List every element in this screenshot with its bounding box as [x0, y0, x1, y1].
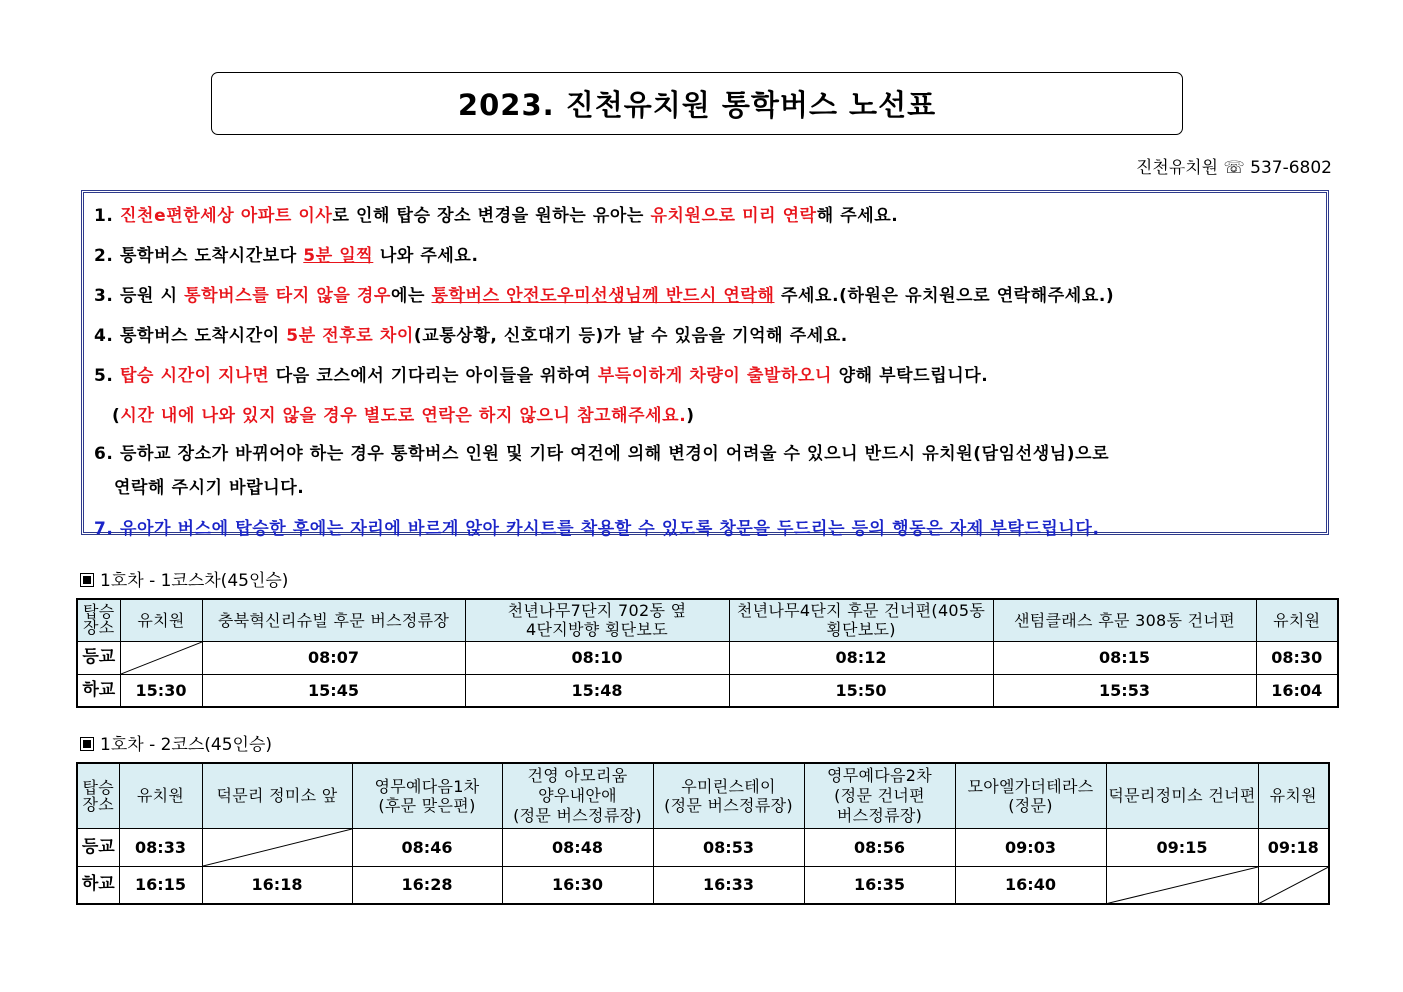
course2-header-cell: 모아엘가더테라스 (정문) — [955, 763, 1106, 828]
notice-5-sub — [94, 396, 1316, 436]
course2-table — [76, 762, 1330, 905]
empty-diagonal-cell — [1106, 866, 1258, 904]
course1-header-cell: 유치원 — [120, 599, 202, 641]
course1-header-cell: 샌텀클래스 후문 308동 건너편 — [993, 599, 1256, 641]
course1-header-cell: 충북혁신리슈빌 후문 버스정류장 — [202, 599, 465, 641]
time-cell: 08:33 — [119, 828, 202, 866]
notice-7-num: 7. — [94, 519, 114, 539]
time-cell: 09:03 — [955, 828, 1106, 866]
time-cell: 08:10 — [465, 641, 729, 674]
notice-5-text-d: 양해 부탁드립니다. — [832, 366, 989, 386]
notice-5-sub-open: ( — [112, 406, 121, 426]
time-cell: 08:30 — [1256, 641, 1338, 674]
notice-1-text-b: 로 인해 탑승 장소 변경을 원하는 유아는 — [332, 206, 651, 226]
notice-1-highlight-a: 진천e편한세상 아파트 이사 — [120, 206, 333, 226]
row-label: 등교 — [77, 828, 119, 866]
course2-header-cell: 덕문리정미소 건너편 — [1106, 763, 1258, 828]
notice-3-highlight-d: 통학버스 안전도우미선생님께 반드시 연락해 — [431, 286, 775, 306]
empty-diagonal-cell — [1258, 866, 1329, 904]
filled-square-icon — [80, 737, 94, 751]
notice-3-num: 3. — [94, 286, 114, 306]
time-cell: 08:56 — [804, 828, 955, 866]
notice-4-text-a: 통학버스 도착시간이 — [120, 326, 287, 346]
notice-4 — [94, 316, 1316, 356]
notice-3 — [94, 276, 1316, 316]
course2-header-cell: 영무예다음2차 (정문 건너편 버스정류장) — [804, 763, 955, 828]
course1-header-row — [77, 599, 1338, 641]
time-cell: 15:30 — [120, 674, 202, 707]
course2-header-cell: 유치원 — [1258, 763, 1329, 828]
notice-1-highlight-c: 유치원으로 미리 연락 — [650, 206, 817, 226]
page-title: 2023. 진천유치원 통학버스 노선표 — [457, 88, 937, 122]
course1-header-cell: 천년나무7단지 702동 옆 4단지방향 횡단보도 — [465, 599, 729, 641]
time-cell: 08:07 — [202, 641, 465, 674]
notice-2-text-a: 통학버스 도착시간보다 — [120, 246, 304, 266]
notice-6-text-a: 등하교 장소가 바뀌어야 하는 경우 통학버스 인원 및 기타 여건에 의해 변경이 어려울 수 있으니 반드시 유치원(담임선생님)으로 — [120, 444, 1110, 464]
course2-header-cell: 우미린스테이 (정문 버스정류장) — [653, 763, 804, 828]
table-row — [77, 674, 1338, 707]
time-cell: 15:48 — [465, 674, 729, 707]
notice-5 — [94, 356, 1316, 396]
notice-2-highlight-b: 5분 일찍 — [303, 246, 374, 266]
time-cell: 16:15 — [119, 866, 202, 904]
table-row — [77, 866, 1329, 904]
row-label: 등교 — [77, 641, 120, 674]
course1-label-text: 1호차 - 1코스차(45인승) — [100, 571, 289, 591]
filled-square-icon — [80, 573, 94, 587]
notice-5-text-b: 다음 코스에서 기다리는 아이들을 위하여 — [269, 366, 598, 386]
course2-header-cell: 유치원 — [119, 763, 202, 828]
course2-header-cell: 영무예다음1차 (후문 맞은편) — [352, 763, 502, 828]
notice-3-text-e: 주세요.(하원은 유치원으로 연락해주세요.) — [774, 286, 1115, 306]
row-label: 하교 — [77, 674, 120, 707]
time-cell: 15:50 — [729, 674, 993, 707]
notice-1-num: 1. — [94, 206, 114, 226]
notice-3-highlight-b: 통학버스를 타지 않을 경우 — [184, 286, 391, 306]
diagonal-line — [1259, 867, 1329, 904]
row-label: 하교 — [77, 866, 119, 904]
notice-4-highlight-b: 5분 전후로 차이 — [286, 326, 414, 346]
notice-2-num: 2. — [94, 246, 114, 266]
course2-header-row — [77, 763, 1329, 828]
table-row — [77, 828, 1329, 866]
time-cell: 08:48 — [502, 828, 653, 866]
notice-2-text-c: 나와 주세요. — [373, 246, 479, 266]
time-cell: 16:33 — [653, 866, 804, 904]
course2-header-cell: 덕문리 정미소 앞 — [202, 763, 352, 828]
table-row — [77, 641, 1338, 674]
time-cell: 15:45 — [202, 674, 465, 707]
notice-3-text-a: 등원 시 — [120, 286, 185, 306]
course2-label — [80, 730, 272, 755]
time-cell: 08:15 — [993, 641, 1256, 674]
course1-label — [80, 566, 288, 591]
notice-6 — [94, 436, 1316, 473]
time-cell: 09:15 — [1106, 828, 1258, 866]
empty-diagonal-cell — [202, 828, 352, 866]
diagonal-line — [203, 829, 352, 866]
notice-6-cont: 연락해 주시기 바랍니다. — [114, 478, 305, 498]
course1-header-cell: 탑승 장소 — [77, 599, 120, 641]
notice-7-text-a: 유아가 버스에 탑승한 후에는 자리에 바르게 앉아 카시트를 착용할 수 있도록 창문을 두드리는 등의 행동은 자제 부탁드립니다. — [120, 519, 1100, 539]
contact-info: 진천유치원 ☏ 537-6802 — [1135, 158, 1332, 178]
diagonal-line — [121, 642, 202, 674]
course2-header-cell: 탑승 장소 — [77, 763, 119, 828]
notice-6-num: 6. — [94, 444, 114, 464]
time-cell: 08:12 — [729, 641, 993, 674]
notice-5-highlight-c: 부득이하게 차량이 출발하오니 — [597, 366, 833, 386]
time-cell: 16:30 — [502, 866, 653, 904]
notice-7 — [94, 509, 1316, 549]
notice-5-sub-close: ) — [686, 406, 695, 426]
time-cell: 15:53 — [993, 674, 1256, 707]
notice-5-sub-highlight: 시간 내에 나와 있지 않을 경우 별도로 연락은 하지 않으니 참고해주세요. — [120, 406, 687, 426]
notice-3-text-c: 에는 — [390, 286, 432, 306]
time-cell: 09:18 — [1258, 828, 1329, 866]
title-box — [211, 72, 1183, 135]
time-cell: 16:18 — [202, 866, 352, 904]
course2-header-cell: 건영 아모리움 양우내안애 (정문 버스정류장) — [502, 763, 653, 828]
notice-box — [81, 190, 1329, 539]
notice-1-text-d: 해 주세요. — [816, 206, 899, 226]
course1-header-cell: 천년나무4단지 후문 건너편(405동 횡단보도) — [729, 599, 993, 641]
notice-4-text-c: (교통상황, 신호대기 등)가 날 수 있음을 기억해 주세요. — [413, 326, 848, 346]
time-cell: 08:53 — [653, 828, 804, 866]
notice-4-num: 4. — [94, 326, 114, 346]
notice-2 — [94, 236, 1316, 276]
course1-header-cell: 유치원 — [1256, 599, 1338, 641]
time-cell: 16:28 — [352, 866, 502, 904]
empty-diagonal-cell — [120, 641, 202, 674]
diagonal-line — [1107, 867, 1258, 904]
notice-1 — [94, 196, 1316, 236]
time-cell: 16:40 — [955, 866, 1106, 904]
time-cell: 16:35 — [804, 866, 955, 904]
notice-5-highlight-a: 탑승 시간이 지나면 — [120, 366, 270, 386]
course1-table — [76, 598, 1339, 708]
notice-5-num: 5. — [94, 366, 114, 386]
time-cell: 16:04 — [1256, 674, 1338, 707]
course2-label-text: 1호차 - 2코스(45인승) — [100, 735, 273, 755]
time-cell: 08:46 — [352, 828, 502, 866]
